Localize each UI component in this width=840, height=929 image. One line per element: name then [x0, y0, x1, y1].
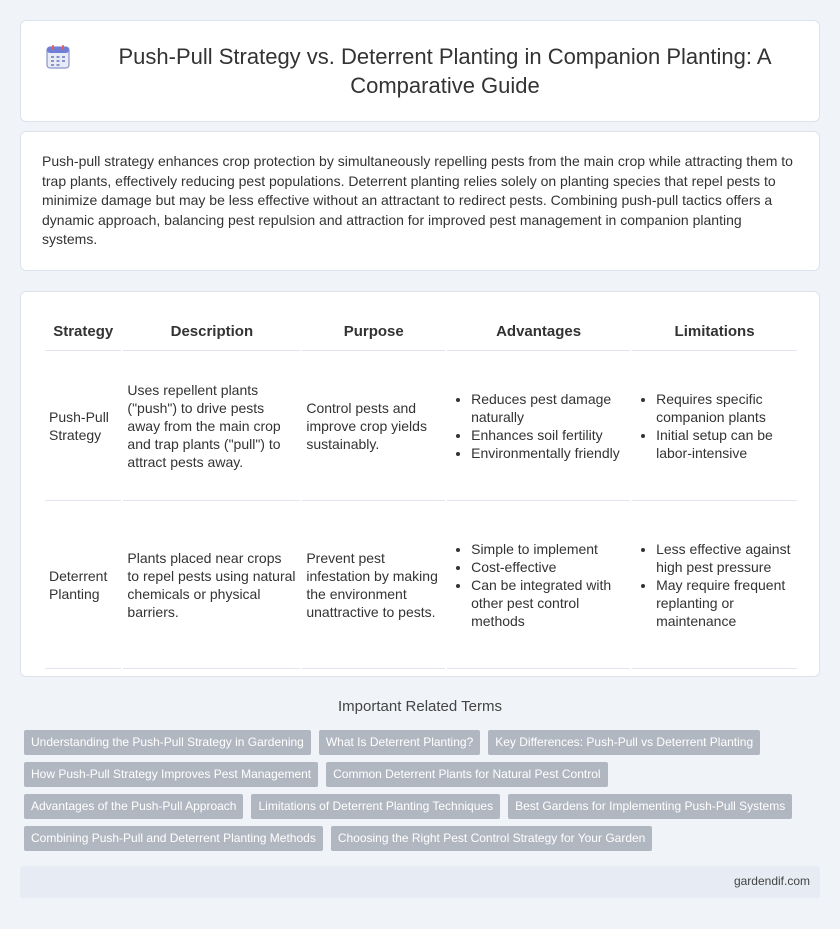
list-item: • Reduces pest damage naturally — [471, 390, 626, 426]
list-item: • Requires specific companion plants — [656, 390, 793, 426]
related-term-tag[interactable]: Advantages of the Push-Pull Approach — [24, 794, 243, 819]
table-row — [45, 501, 797, 669]
related-terms-heading: Important Related Terms — [338, 698, 502, 715]
list-item: • Can be integrated with other pest control methods — [471, 576, 626, 630]
list-item: • Simple to implement — [471, 540, 626, 558]
list-item: • Less effective against high pest pressure — [656, 540, 793, 576]
list-item: • Initial setup can be labor-intensive — [656, 426, 793, 462]
footer-site-link[interactable]: gardendif.com — [733, 874, 810, 888]
page-title: Push-Pull Strategy vs. Deterrent Planting in Companion Planting: A Comparative Guide — [118, 44, 772, 98]
cell-advantages — [447, 351, 630, 501]
header-limitations: Limitations — [632, 306, 797, 351]
comparison-table — [43, 306, 799, 669]
related-terms-tags — [24, 730, 824, 858]
cell-advantages — [447, 501, 630, 669]
calendar-icon — [45, 44, 71, 70]
tag-row — [24, 730, 824, 756]
related-term-tag[interactable]: Best Gardens for Implementing Push-Pull Systems — [508, 794, 792, 819]
tag-row — [24, 762, 824, 788]
footer-bar — [20, 866, 820, 898]
list-item: • Enhances soil fertility — [471, 426, 626, 444]
related-term-tag[interactable]: How Push-Pull Strategy Improves Pest Management — [24, 762, 318, 787]
related-term-tag[interactable]: Understanding the Push-Pull Strategy in Gardening — [24, 730, 311, 755]
table-row — [45, 351, 797, 501]
limitations-list — [636, 540, 793, 630]
header-inner — [21, 21, 819, 121]
header-purpose: Purpose — [302, 306, 445, 351]
header-advantages: Advantages — [447, 306, 630, 351]
advantages-list — [451, 390, 626, 462]
cell-description: Plants placed near crops to repel pests using natural chemicals or physical barriers. — [123, 501, 300, 669]
table-header-row — [45, 306, 797, 351]
advantages-list — [451, 540, 626, 630]
list-item: • May require frequent replanting or maintenance — [656, 576, 793, 630]
related-term-tag[interactable]: Key Differences: Push-Pull vs Deterrent Planting — [488, 730, 760, 755]
cell-limitations — [632, 501, 797, 669]
header-description: Description — [123, 306, 300, 351]
header-strategy: Strategy — [45, 306, 121, 351]
cell-description: Uses repellent plants ("push") to drive pests away from the main crop and trap plants ("pull") to attract pests away. — [123, 351, 300, 501]
cell-purpose: Prevent pest infestation by making the environment unattractive to pests. — [302, 501, 445, 669]
tag-row — [24, 794, 824, 820]
tag-row — [24, 826, 824, 852]
related-term-tag[interactable]: Common Deterrent Plants for Natural Pest Control — [326, 762, 607, 787]
related-term-tag[interactable]: Limitations of Deterrent Planting Techniques — [251, 794, 500, 819]
intro-card — [20, 131, 820, 271]
list-item: • Cost-effective — [471, 558, 626, 576]
header-card — [20, 20, 820, 122]
cell-strategy: Push-Pull Strategy — [45, 351, 121, 501]
limitations-list — [636, 390, 793, 462]
comparison-table-card — [20, 291, 820, 677]
related-term-tag[interactable]: Choosing the Right Pest Control Strategy for Your Garden — [331, 826, 653, 851]
intro-paragraph: Push-pull strategy enhances crop protection by simultaneously repelling pests from the main crop while attracting them to trap plants, effectively reducing pest populations. Deterrent planting relies solely on planting species that repel pests to minimize damage but may be less effective without an attractant to redirect pests. Combining push-pull tactics offers a dynamic approach, balancing pest repulsion and attraction for improved pest management in companion planting systems. — [42, 153, 793, 248]
cell-purpose: Control pests and improve crop yields sustainably. — [302, 351, 445, 501]
cell-limitations — [632, 351, 797, 501]
related-term-tag[interactable]: What Is Deterrent Planting? — [319, 730, 480, 755]
list-item: • Environmentally friendly — [471, 444, 626, 462]
cell-strategy: Deterrent Planting — [45, 501, 121, 669]
related-term-tag[interactable]: Combining Push-Pull and Deterrent Planting Methods — [24, 826, 323, 851]
